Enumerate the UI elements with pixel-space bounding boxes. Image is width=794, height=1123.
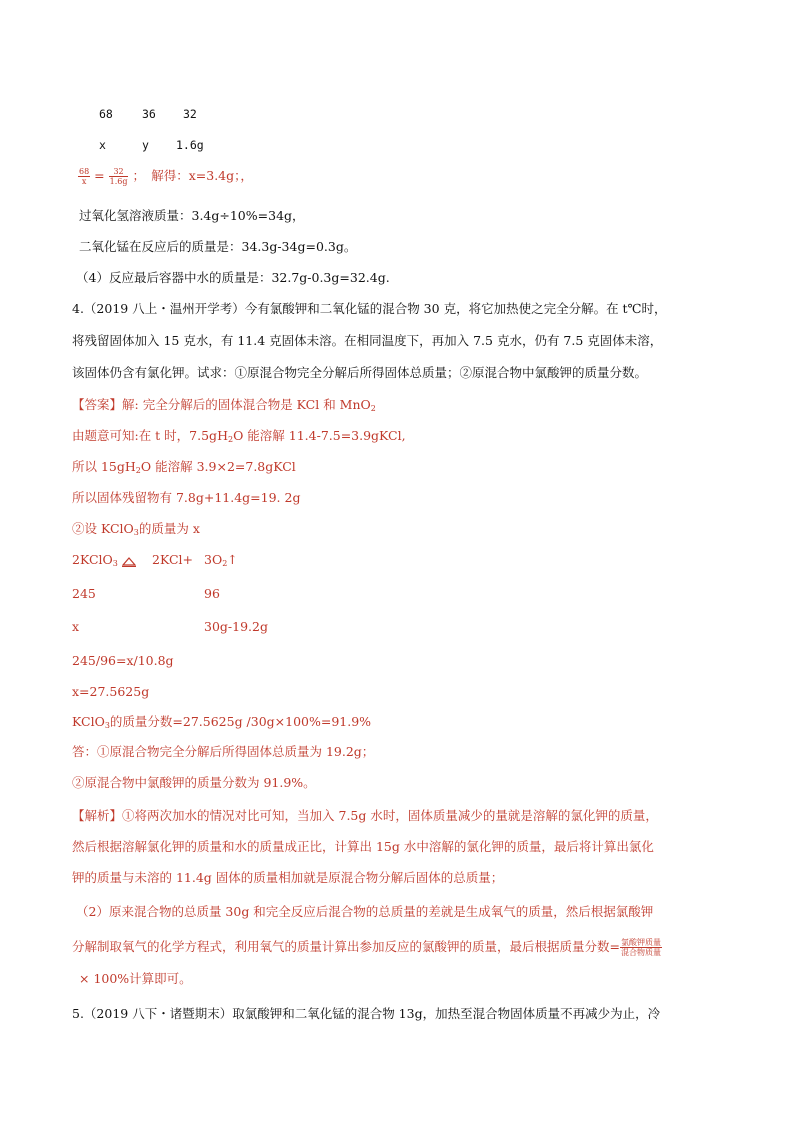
water-mass-line: （4）反应最后容器中水的质量是：32.7g-0.3g=32.4g. xyxy=(76,270,390,285)
equation-value: 96 xyxy=(204,586,220,601)
calc-value: 32 xyxy=(183,107,197,121)
answer-line: 所以 $15gH_2O$ 能溶解 3.9×2=7.8gKCl xyxy=(72,459,296,475)
analysis-line: × 100%计算即可。 xyxy=(79,971,192,986)
question-4-line: 将残留固体加入 15 克水，有 11.4 克固体未溶。在相同温度下，再加入 7.5 克水，仍有 7.5 克固体未溶， xyxy=(72,333,663,348)
calc-value: 36 xyxy=(142,107,156,121)
question-5-line: 5.（2019 八下・诸暨期末）取氯酸钾和二氧化锰的混合物 13g，加热至混合物固体质量不再减少为止，冷 xyxy=(72,1006,661,1021)
question-4-line: 4.（2019 八上・温州开学考）今有氯酸钾和二氧化锰的混合物 30 克，将它加热使之完全分解。在 t℃时， xyxy=(72,301,667,316)
equation-value: 30g-19.2g xyxy=(204,619,268,634)
calc-value: x xyxy=(99,138,106,152)
analysis-line: 然后根据溶解氯化钾的质量和水的质量成正比，计算出 15g 水中溶解的氯化钾的质量，最后将计算出氯化 xyxy=(72,839,654,854)
equation-product: 2KCl+ xyxy=(152,552,193,567)
final-answer-line: ②原混合物中氯酸钾的质量分数为 91.9%。 xyxy=(72,775,316,790)
answer-line: KClO$_3$的质量分数=27.5625g /30g×100%=91.9% xyxy=(72,714,372,730)
answer-line: x=27.5625g xyxy=(72,684,150,699)
question-4-line: 该固体仍含有氯化钾。试求：①原混合物完全分解后所得固体总质量；②原混合物中氯酸钾的质量分数。 xyxy=(72,365,648,380)
equation-value: 245 xyxy=(72,586,96,601)
answer-line: ②设 KClO$_3$的质量为 x xyxy=(72,521,200,537)
analysis-line: （2）原来混合物的总质量 30g 和完全反应后混合物的总质量的差就是生成氧气的质量，然后根据氯酸钾 xyxy=(76,904,654,919)
calc-value: 1.6g xyxy=(176,138,204,152)
calc-value: 68 xyxy=(99,107,113,121)
fraction: $\frac{\text{氯酸钾质量}}{\text{混合物质量}}$ xyxy=(620,938,661,957)
analysis-line: 钾的质量与未溶的 11.4g 固体的质量相加就是原混合物分解后固体的总质量； xyxy=(72,870,504,885)
fraction-line: $\frac{68}{x}$ = $\frac{32}{1.6g}$ ； 解得：x=3.4g；， xyxy=(79,167,253,186)
up-arrow-icon: ↑ xyxy=(227,552,238,567)
equation-value: x xyxy=(72,619,80,634)
answer-line: 由题意可知:在 t 时，$7.5gH_2O$ 能溶解 11.4-7.5=3.9gKCl, xyxy=(72,428,406,444)
answer-line: 245/96=x/10.8g xyxy=(72,653,174,668)
fraction: $\frac{68}{x}$ xyxy=(79,167,90,186)
analysis-tag: 【解析】 xyxy=(72,808,123,823)
answer-line: 所以固体残留物有 7.8g+11.4g=19. 2g xyxy=(72,490,301,505)
heat-triangle-icon xyxy=(122,553,136,569)
analysis-line: 分解制取氧气的化学方程式，利用氧气的质量计算出参加反应的氯酸钾的质量，最后根据质量分数= $\frac{\text{氯酸钾质量}}{\text{混合物质量}}$ xyxy=(72,938,661,957)
calc-value: y xyxy=(142,138,149,152)
answer-line: 【答案】解: 完全分解后的固体混合物是 KCl 和 MnO$_2$ xyxy=(72,397,376,413)
mno2-mass-line: 二氧化锰在反应后的质量是：34.3g-34g=0.3g。 xyxy=(79,239,357,254)
final-answer-line: 答：①原混合物完全分解后所得固体总质量为 19.2g； xyxy=(72,744,375,759)
equation-product: $3O_2↑$ xyxy=(204,552,238,568)
fraction: $\frac{32}{1.6g}$ xyxy=(109,167,128,186)
answer-tag: 【答案】 xyxy=(72,397,123,412)
chemical-equation: 2KClO$_3$ xyxy=(72,552,118,568)
h2o2-mass-line: 过氧化氢溶液质量：3.4g÷10%=34g， xyxy=(79,208,305,223)
analysis-line: 【解析】①将两次加水的情况对比可知，当加入 7.5g 水时，固体质量减少的量就是溶解的氯化钾的质量， xyxy=(72,808,658,823)
